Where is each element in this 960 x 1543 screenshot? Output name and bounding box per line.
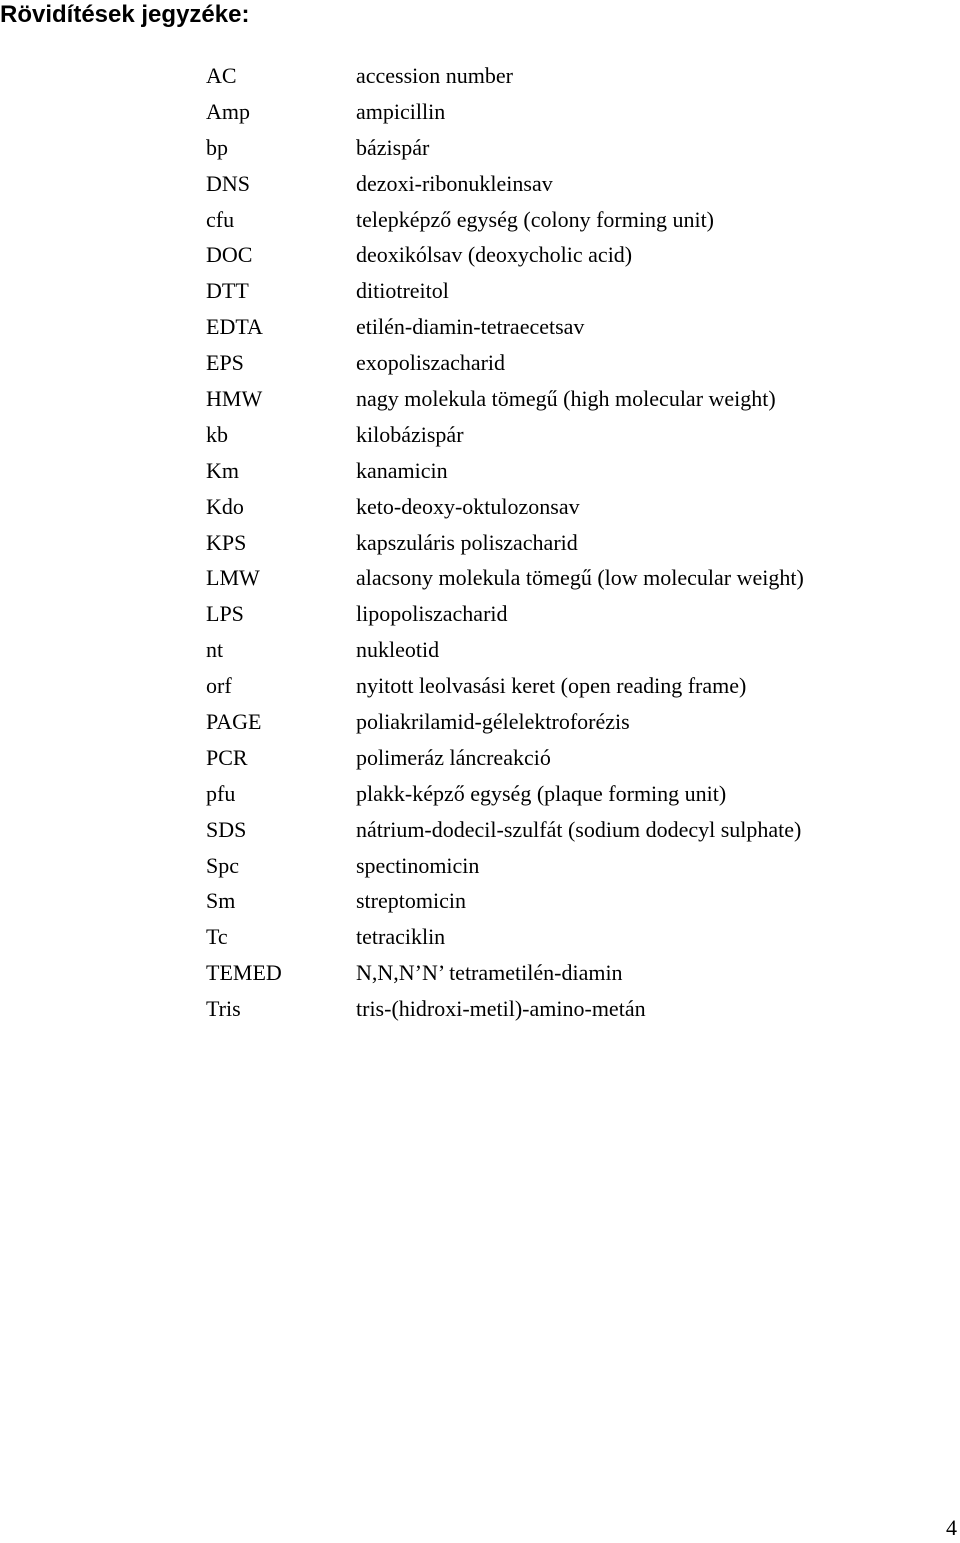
abbreviation-row: [206, 58, 906, 94]
abbreviation-definition: polimeráz láncreakció: [356, 744, 551, 770]
abbreviation-row: [206, 848, 906, 884]
abbreviation-definition: nátrium-dodecil-szulfát (sodium dodecyl sulphate): [356, 816, 802, 842]
abbreviation-term: DNS: [206, 170, 251, 196]
abbreviation-term: Km: [206, 457, 239, 483]
abbreviation-row: [206, 776, 906, 812]
abbreviation-term: Kdo: [206, 493, 244, 519]
abbreviation-term: Tris: [206, 996, 241, 1022]
abbreviation-row: [206, 991, 906, 1027]
abbreviation-term: HMW: [206, 385, 263, 411]
abbreviation-row: [206, 417, 906, 453]
abbreviation-term: LPS: [206, 601, 244, 627]
abbreviation-term: bp: [206, 134, 228, 160]
abbreviation-term: EPS: [206, 350, 244, 376]
abbreviation-definition: spectinomicin: [356, 852, 480, 878]
abbreviation-definition: kanamicin: [356, 457, 448, 483]
abbreviation-definition: nagy molekula tömegű (high molecular weight): [356, 385, 776, 411]
abbreviation-row: [206, 166, 906, 202]
abbreviation-definition: ditiotreitol: [356, 278, 449, 304]
abbreviation-term: Tc: [206, 924, 228, 950]
abbreviation-definition: lipopoliszacharid: [356, 601, 508, 627]
abbreviation-row: [206, 919, 906, 955]
abbreviation-definition: N,N,N’N’ tetrametilén-diamin: [356, 960, 623, 986]
abbreviation-row: [206, 130, 906, 166]
abbreviation-row: [206, 345, 906, 381]
abbreviation-definition: nyitott leolvasási keret (open reading frame): [356, 673, 747, 699]
abbreviation-row: [206, 202, 906, 238]
abbreviation-definition: poliakrilamid-gélelektroforézis: [356, 708, 630, 734]
abbreviation-term: Spc: [206, 852, 239, 878]
abbreviation-term: PAGE: [206, 708, 262, 734]
abbreviation-row: [206, 883, 906, 919]
abbreviation-definition: ampicillin: [356, 98, 446, 124]
abbreviation-definition: etilén-diamin-tetraecetsav: [356, 314, 585, 340]
abbreviation-term: LMW: [206, 565, 260, 591]
abbreviation-definition: alacsony molekula tömegű (low molecular weight): [356, 565, 804, 591]
abbreviation-term: TEMED: [206, 960, 282, 986]
abbreviation-row: [206, 704, 906, 740]
abbreviation-term: cfu: [206, 206, 235, 232]
abbreviation-definition: tris-(hidroxi-metil)-amino-metán: [356, 996, 646, 1022]
page-number: 4: [946, 1515, 957, 1540]
abbreviation-term: pfu: [206, 780, 236, 806]
abbreviation-row: [206, 525, 906, 561]
abbreviation-row: [206, 237, 906, 273]
abbreviation-term: DOC: [206, 242, 253, 268]
abbreviation-term: orf: [206, 673, 232, 699]
abbreviation-definition: deoxikólsav (deoxycholic acid): [356, 242, 633, 268]
abbreviation-definition: nukleotid: [356, 637, 440, 663]
abbreviation-term: EDTA: [206, 314, 263, 340]
abbreviation-definition: streptomicin: [356, 888, 466, 914]
abbreviation-definition: plakk-képző egység (plaque forming unit): [356, 780, 727, 806]
abbreviation-term: DTT: [206, 278, 249, 304]
abbreviation-term: AC: [206, 62, 237, 88]
abbreviation-row: [206, 273, 906, 309]
abbreviation-term: kb: [206, 421, 228, 447]
abbreviation-row: [206, 381, 906, 417]
abbreviation-list: [206, 58, 906, 1027]
abbreviation-row: [206, 740, 906, 776]
abbreviation-term: nt: [206, 637, 224, 663]
abbreviation-row: [206, 955, 906, 991]
abbreviation-term: KPS: [206, 529, 247, 555]
abbreviation-row: [206, 632, 906, 668]
abbreviation-row: [206, 489, 906, 525]
abbreviation-row: [206, 560, 906, 596]
abbreviation-term: PCR: [206, 744, 248, 770]
abbreviation-definition: bázispár: [356, 134, 430, 160]
abbreviation-term: SDS: [206, 816, 247, 842]
page-title: Rövidítések jegyzéke:: [0, 1, 250, 28]
abbreviation-definition: exopoliszacharid: [356, 350, 506, 376]
abbreviation-row: [206, 812, 906, 848]
abbreviation-definition: kapszuláris poliszacharid: [356, 529, 578, 555]
abbreviation-row: [206, 596, 906, 632]
abbreviation-term: Sm: [206, 888, 236, 914]
abbreviation-term: Amp: [206, 98, 250, 124]
abbreviation-definition: tetraciklin: [356, 924, 446, 950]
abbreviation-row: [206, 668, 906, 704]
abbreviation-row: [206, 309, 906, 345]
abbreviation-row: [206, 453, 906, 489]
abbreviation-definition: kilobázispár: [356, 421, 464, 447]
abbreviation-row: [206, 94, 906, 130]
abbreviation-definition: keto-deoxy-oktulozonsav: [356, 493, 580, 519]
abbreviation-definition: accession number: [356, 62, 513, 88]
abbreviation-definition: dezoxi-ribonukleinsav: [356, 170, 553, 196]
abbreviation-definition: telepképző egység (colony forming unit): [356, 206, 715, 232]
